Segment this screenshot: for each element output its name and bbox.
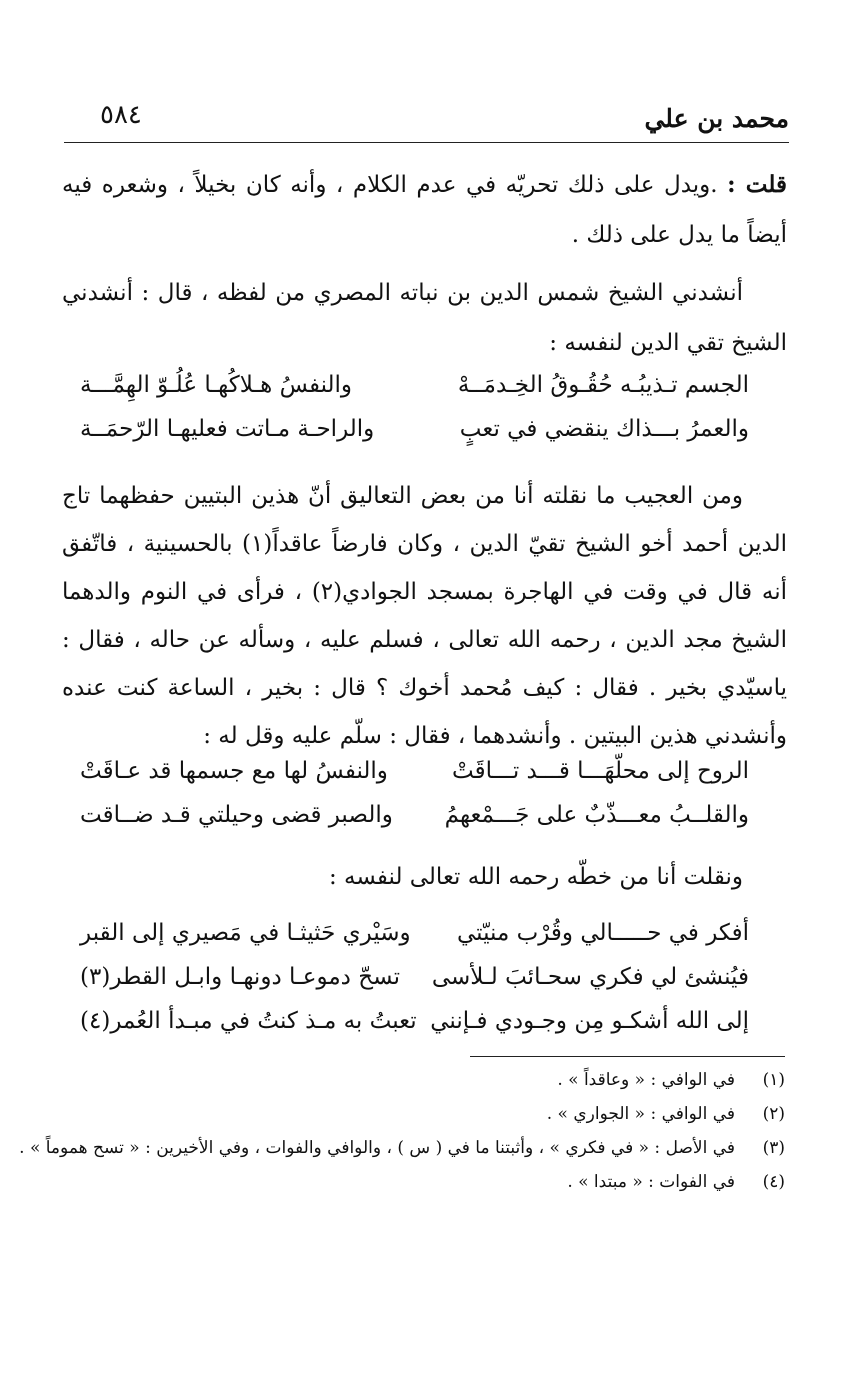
poem-2 — [80, 758, 749, 846]
paragraph-text: أنشدني الشيخ شمس الدين بن نباته المصري من لفظه ، قال : أنشدني الشيخ تقي الدين لنفسه : — [62, 280, 787, 356]
footnote — [60, 1066, 785, 1100]
verse-second-hemistich: تعبتُ به مـذ كنتُ في مبـدأ العُمر(٤) — [80, 1008, 417, 1034]
verse-first-hemistich: أفكر في حـــــالي وقُرْب منيّتي — [456, 920, 749, 946]
paragraph-3 — [62, 472, 787, 760]
paragraph-text: ونقلت أنا من خطّه رحمه الله تعالى لنفسه : — [328, 864, 743, 890]
verse-first-hemistich: إلى الله أشكـو مِن وجـودي فـإنني — [430, 1008, 749, 1034]
paragraph-text: ومن العجيب ما نقلته أنا من بعض التعاليق أنّ هذين البتيين حفظهما تاج الدين أحمد أخو الشيخ تقيّ الدين ، وكان فارضاً عاقداً(١) بالحسينية ، فاتّفق أنه قال في وقت في الهاجرة بمسجد الجوادي(٢) ، فرأى في النوم والدهما الشيخ مجد الدين ، رحمه الله تعالى ، فسلم عليه ، وسأله عن حاله ، فقال : ياسيّدي بخير . فقال : كيف مُحمد أخوك ؟ قال : بخير ، الساعة كنت عنده وأنشدني هذين البيتين . وأنشدهما ، فقال : سلّم عليه وقل له : — [62, 483, 788, 749]
verse-line — [80, 802, 749, 846]
footnote-text: في الفوات : « مبتدا » . — [567, 1172, 735, 1192]
verse-second-hemistich: والراحـة مـاتت فعليهـا الرّحمَــة — [80, 416, 375, 442]
paragraph-text: .ويدل على ذلك تحريّه في عدم الكلام ، وأنه كان بخيلاً ، وشعره فيه أيضاً ما يدل على ذلك . — [62, 172, 787, 248]
verse-line — [80, 758, 749, 802]
footnote-number: (١) — [762, 1070, 785, 1090]
footnotes — [19, 1066, 785, 1202]
footnote-text: في الوافي : « وعاقداً » . — [557, 1070, 735, 1090]
verse-first-hemistich: فيُنشئ لي فكري سحـائبَ لـلأسى — [431, 964, 749, 990]
footnote — [19, 1134, 785, 1168]
verse-second-hemistich: والنفسُ هـلاكُهـا عُلُـوّ الهِمَّـــة — [80, 372, 353, 398]
verse-first-hemistich: الروح إلى محلّهَـــا قـــد تـــاقَتْ — [452, 758, 749, 784]
footnote — [60, 1168, 785, 1202]
paragraph-2 — [62, 268, 787, 368]
header-divider — [64, 142, 789, 143]
verse-line — [80, 964, 749, 1008]
page-number: ٥٨٤ — [100, 100, 142, 130]
verse-second-hemistich: وسَيْري حَثيثـا في مَصيري إلى القبر — [80, 920, 411, 946]
footnote — [60, 1100, 785, 1134]
footnote-divider — [470, 1056, 785, 1057]
verse-first-hemistich: والقلــبُ معـــذّبٌ على جَـــمْعهمُ — [444, 802, 749, 828]
verse-line — [80, 920, 749, 964]
header-title: محمد بن علي — [644, 104, 789, 133]
running-header — [64, 100, 789, 140]
verse-line — [80, 372, 749, 416]
verse-second-hemistich: والنفسُ لها مع جسمها قد عـاقَتْ — [80, 758, 388, 784]
poem-3 — [80, 920, 749, 1052]
paragraph-1 — [62, 160, 787, 260]
footnote-number: (٢) — [762, 1104, 785, 1124]
footnote-number: (٤) — [762, 1172, 785, 1192]
poem-1 — [80, 372, 749, 460]
footnote-text: في الأصل : « في فكري » ، وأثبتنا ما في ( س ) ، والوافي والفوات ، وفي الأخيرين : « تسح هموماً » . — [19, 1138, 735, 1158]
verse-first-hemistich: الجسم تـذيبُـه حُقُـوقُ الخِـدمَــهْ — [457, 372, 749, 398]
footnote-number: (٣) — [762, 1138, 785, 1158]
paragraph-lead: قلت : — [727, 171, 787, 198]
verse-first-hemistich: والعمرُ بـــذاك ينقضي في تعبٍ — [459, 416, 749, 442]
verse-line — [80, 416, 749, 460]
verse-line — [80, 1008, 749, 1052]
verse-second-hemistich: والصبر قضى وحيلتي قـد ضــاقت — [80, 802, 393, 828]
footnote-text: في الوافي : « الجواري » . — [546, 1104, 735, 1124]
verse-second-hemistich: تسحّ دموعـا دونهـا وابـل القطر(٣) — [80, 964, 400, 990]
paragraph-4 — [62, 852, 787, 902]
